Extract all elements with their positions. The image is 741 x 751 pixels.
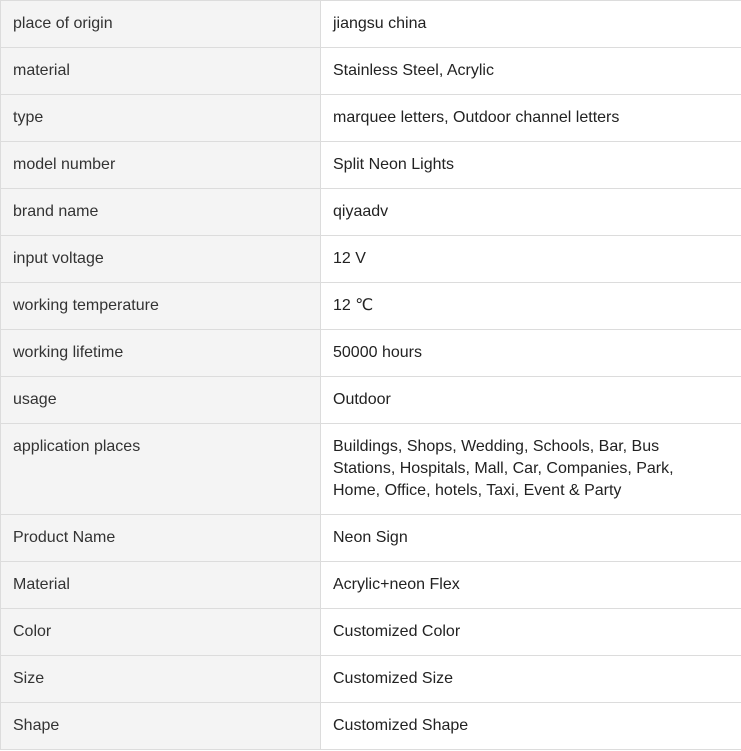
spec-row-input-voltage (1, 236, 741, 283)
spec-label: Product Name (1, 515, 321, 562)
spec-value: marquee letters, Outdoor channel letters (321, 95, 741, 142)
spec-row-model-number (1, 142, 741, 189)
spec-row-color (1, 609, 741, 656)
spec-row-place-of-origin (1, 1, 741, 48)
spec-label: model number (1, 142, 321, 189)
spec-row-type (1, 95, 741, 142)
spec-row-usage (1, 377, 741, 424)
spec-label: material (1, 48, 321, 95)
spec-value: qiyaadv (321, 189, 741, 236)
spec-row-shape (1, 703, 741, 750)
spec-label: Color (1, 609, 321, 656)
spec-value: Neon Sign (321, 515, 741, 562)
spec-row-brand-name (1, 189, 741, 236)
spec-value: Buildings, Shops, Wedding, Schools, Bar, Bus Stations, Hospitals, Mall, Car, Companies, Park, Home, Office, hotels, Taxi, Event & Party (321, 424, 741, 515)
spec-value: Split Neon Lights (321, 142, 741, 189)
spec-value: jiangsu china (321, 1, 741, 48)
spec-label: working temperature (1, 283, 321, 330)
spec-row-application-places (1, 424, 741, 515)
spec-value: Customized Color (321, 609, 741, 656)
spec-value: Customized Size (321, 656, 741, 703)
spec-row-working-lifetime (1, 330, 741, 377)
spec-label: place of origin (1, 1, 321, 48)
spec-label: input voltage (1, 236, 321, 283)
spec-label: Shape (1, 703, 321, 750)
spec-value: Outdoor (321, 377, 741, 424)
spec-label: Material (1, 562, 321, 609)
spec-label: Size (1, 656, 321, 703)
spec-value: Acrylic+neon Flex (321, 562, 741, 609)
spec-value: Stainless Steel, Acrylic (321, 48, 741, 95)
spec-value: Customized Shape (321, 703, 741, 750)
spec-row-material-2 (1, 562, 741, 609)
spec-label: application places (1, 424, 321, 515)
spec-row-size (1, 656, 741, 703)
spec-row-product-name (1, 515, 741, 562)
spec-value: 50000 hours (321, 330, 741, 377)
spec-value: 12 ℃ (321, 283, 741, 330)
spec-label: usage (1, 377, 321, 424)
spec-row-working-temperature (1, 283, 741, 330)
spec-label: brand name (1, 189, 321, 236)
spec-label: working lifetime (1, 330, 321, 377)
spec-label: type (1, 95, 321, 142)
spec-value: 12 V (321, 236, 741, 283)
spec-row-material (1, 48, 741, 95)
